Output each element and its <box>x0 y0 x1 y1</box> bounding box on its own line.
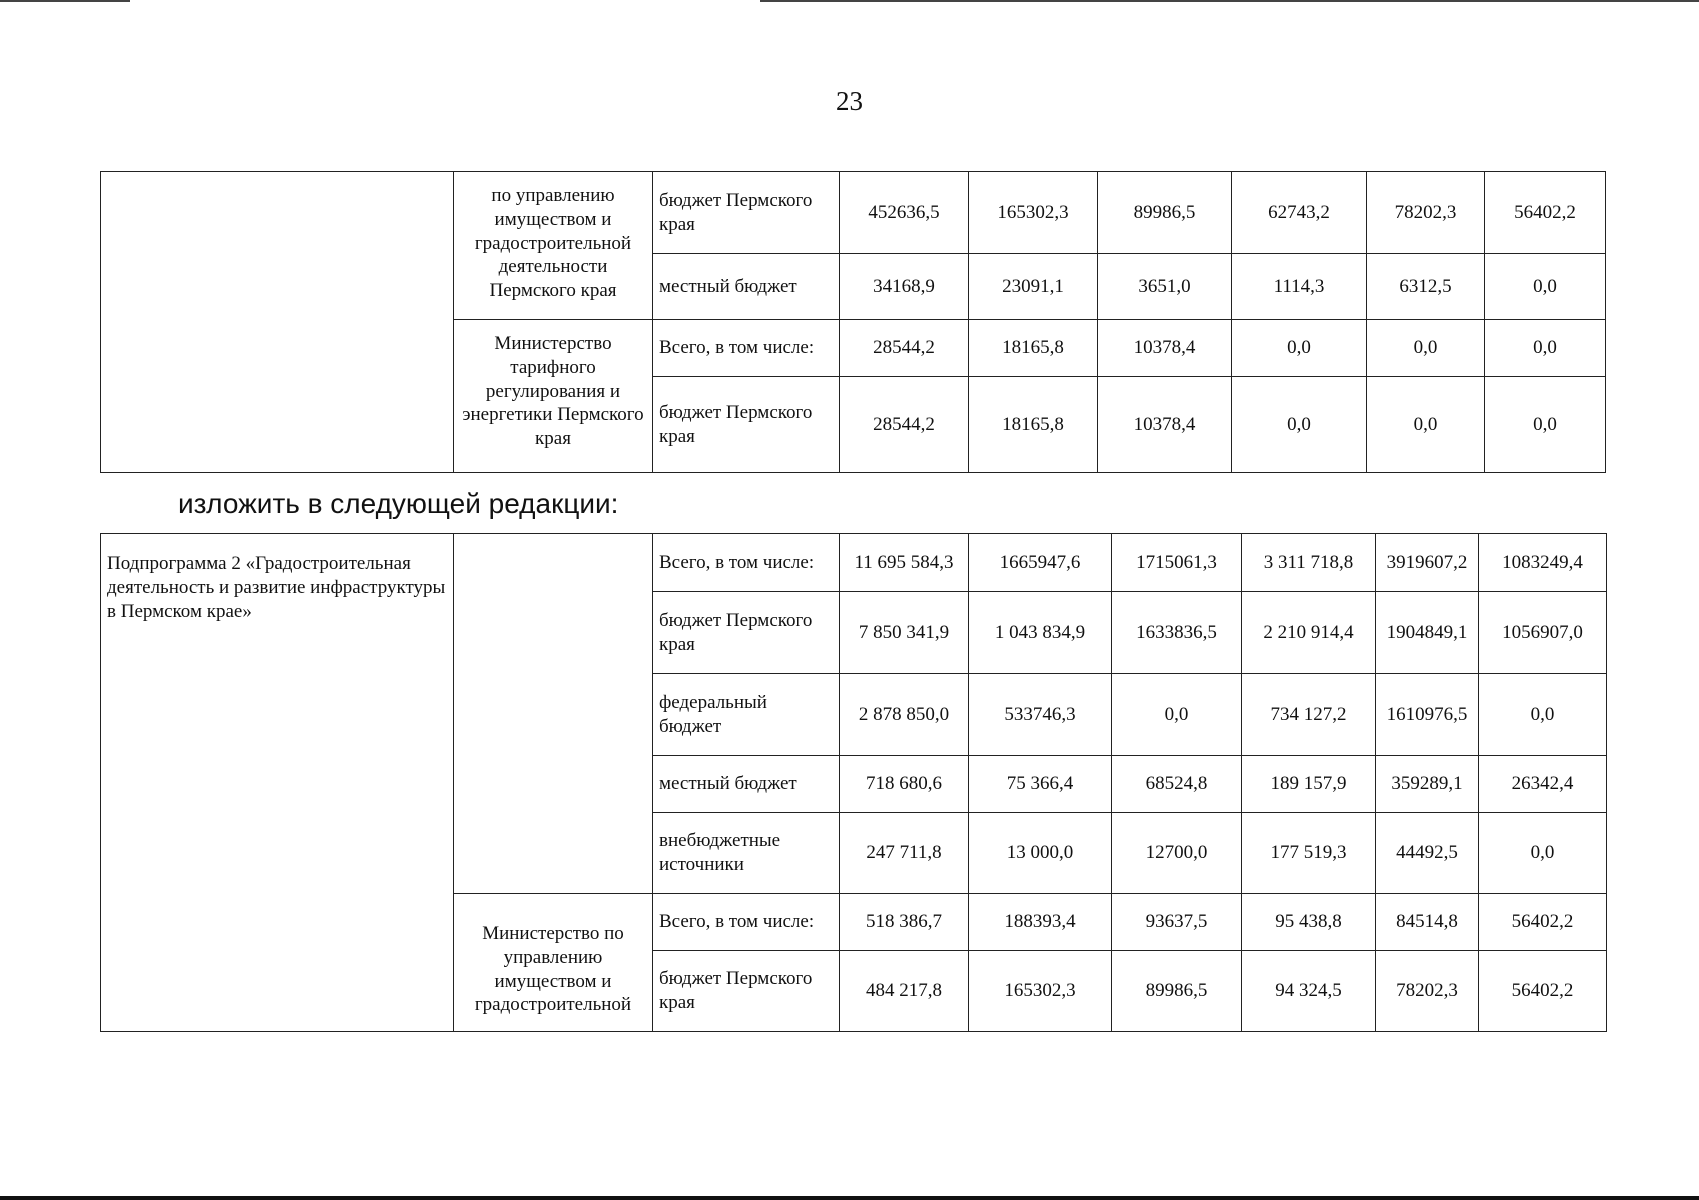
section-heading: изложить в следующей редакции: <box>178 488 619 519</box>
value-cell: 0,0 <box>1485 254 1606 320</box>
value-cell: 23091,1 <box>969 254 1098 320</box>
value-cell: 2 210 914,4 <box>1242 592 1376 674</box>
page-number: 23 <box>836 86 863 116</box>
value-cell: 1904849,1 <box>1376 592 1479 674</box>
value-cell: 484 217,8 <box>840 951 969 1032</box>
value-cell: 533746,3 <box>969 674 1112 756</box>
value-cell: 177 519,3 <box>1242 813 1376 894</box>
value-cell: 12700,0 <box>1112 813 1242 894</box>
value-cell: 1056907,0 <box>1479 592 1607 674</box>
value-cell: 62743,2 <box>1232 172 1367 254</box>
value-cell: 718 680,6 <box>840 756 969 813</box>
value-cell: 247 711,8 <box>840 813 969 894</box>
funding-source: бюджет Пермского края <box>653 377 840 473</box>
responsible-org: Министерство по управлению имуществом и градостроительной <box>454 894 653 1032</box>
value-cell: 1 043 834,9 <box>969 592 1112 674</box>
funding-source: Всего, в том числе: <box>653 894 840 951</box>
value-cell: 75 366,4 <box>969 756 1112 813</box>
value-cell: 93637,5 <box>1112 894 1242 951</box>
funding-source: Всего, в том числе: <box>653 534 840 592</box>
program-cell <box>101 172 454 473</box>
scan-top-edge <box>0 0 130 2</box>
value-cell: 0,0 <box>1232 320 1367 377</box>
value-cell: 0,0 <box>1479 674 1607 756</box>
value-cell: 0,0 <box>1479 813 1607 894</box>
value-cell: 78202,3 <box>1376 951 1479 1032</box>
value-cell: 165302,3 <box>969 172 1098 254</box>
value-cell: 0,0 <box>1485 320 1606 377</box>
funding-source: бюджет Пермского края <box>653 172 840 254</box>
value-cell: 3919607,2 <box>1376 534 1479 592</box>
responsible-org: по управлению имуществом и градостроительной деятельности Пермского края <box>454 172 653 320</box>
value-cell: 0,0 <box>1232 377 1367 473</box>
value-cell: 3 311 718,8 <box>1242 534 1376 592</box>
value-cell: 452636,5 <box>840 172 969 254</box>
scan-top-edge <box>760 0 1699 2</box>
value-cell: 188393,4 <box>969 894 1112 951</box>
value-cell: 0,0 <box>1367 320 1485 377</box>
value-cell: 89986,5 <box>1112 951 1242 1032</box>
value-cell: 28544,2 <box>840 377 969 473</box>
value-cell: 165302,3 <box>969 951 1112 1032</box>
funding-source: бюджет Пермского края <box>653 951 840 1032</box>
table-row <box>101 534 1607 592</box>
funding-source: внебюджетные источники <box>653 813 840 894</box>
value-cell: 0,0 <box>1112 674 1242 756</box>
subprogram-title: Подпрограмма 2 «Градостроительная деятельность и развитие инфраструктуры в Пермском крае» <box>101 534 454 1032</box>
value-cell: 1665947,6 <box>969 534 1112 592</box>
value-cell: 189 157,9 <box>1242 756 1376 813</box>
value-cell: 1114,3 <box>1232 254 1367 320</box>
budget-table-new <box>100 533 1607 1032</box>
value-cell: 34168,9 <box>840 254 969 320</box>
funding-source: бюджет Пермского края <box>653 592 840 674</box>
value-cell: 95 438,8 <box>1242 894 1376 951</box>
value-cell: 6312,5 <box>1367 254 1485 320</box>
value-cell: 10378,4 <box>1098 377 1232 473</box>
value-cell: 28544,2 <box>840 320 969 377</box>
value-cell: 0,0 <box>1367 377 1485 473</box>
funding-source: федеральный бюджет <box>653 674 840 756</box>
responsible-org: Министерство тарифного регулирования и энергетики Пермского края <box>454 320 653 473</box>
value-cell: 56402,2 <box>1485 172 1606 254</box>
funding-source: местный бюджет <box>653 254 840 320</box>
value-cell: 26342,4 <box>1479 756 1607 813</box>
funding-source: Всего, в том числе: <box>653 320 840 377</box>
value-cell: 44492,5 <box>1376 813 1479 894</box>
value-cell: 2 878 850,0 <box>840 674 969 756</box>
value-cell: 13 000,0 <box>969 813 1112 894</box>
value-cell: 359289,1 <box>1376 756 1479 813</box>
value-cell: 18165,8 <box>969 377 1098 473</box>
value-cell: 11 695 584,3 <box>840 534 969 592</box>
value-cell: 18165,8 <box>969 320 1098 377</box>
value-cell: 1083249,4 <box>1479 534 1607 592</box>
value-cell: 56402,2 <box>1479 951 1607 1032</box>
value-cell: 78202,3 <box>1367 172 1485 254</box>
value-cell: 7 850 341,9 <box>840 592 969 674</box>
value-cell: 84514,8 <box>1376 894 1479 951</box>
funding-source: местный бюджет <box>653 756 840 813</box>
value-cell: 68524,8 <box>1112 756 1242 813</box>
value-cell: 3651,0 <box>1098 254 1232 320</box>
value-cell: 518 386,7 <box>840 894 969 951</box>
budget-table-previous <box>100 171 1606 473</box>
value-cell: 1715061,3 <box>1112 534 1242 592</box>
table-row <box>101 172 1606 254</box>
scan-bottom-edge <box>0 1196 1699 1200</box>
value-cell: 94 324,5 <box>1242 951 1376 1032</box>
value-cell: 89986,5 <box>1098 172 1232 254</box>
value-cell: 10378,4 <box>1098 320 1232 377</box>
value-cell: 1610976,5 <box>1376 674 1479 756</box>
value-cell: 1633836,5 <box>1112 592 1242 674</box>
value-cell: 56402,2 <box>1479 894 1607 951</box>
value-cell: 734 127,2 <box>1242 674 1376 756</box>
responsible-org-empty <box>454 534 653 894</box>
value-cell: 0,0 <box>1485 377 1606 473</box>
